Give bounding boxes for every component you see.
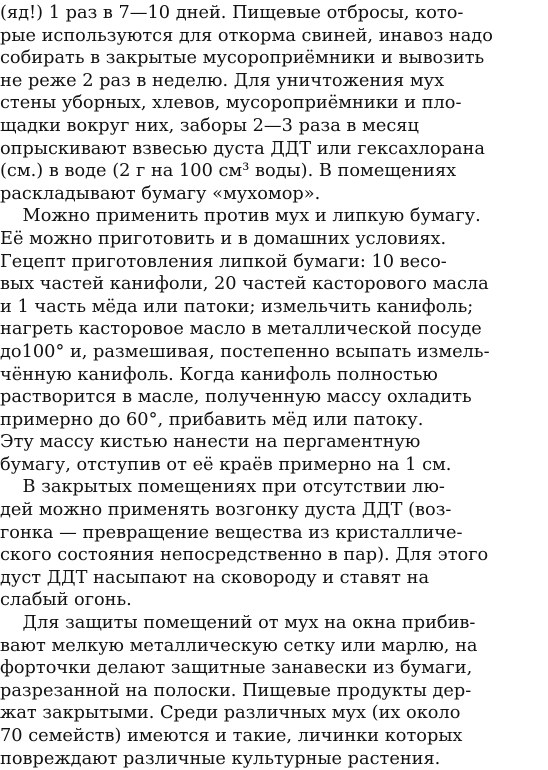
text-line: Её можно приготовить и в домашних условиях. [0, 227, 447, 249]
text-line: не реже 2 раз в неделю. Для уничтожения мух [0, 69, 445, 91]
text-line: Гецепт приготовления липкой бумаги: 10 весо- [0, 250, 447, 272]
text-line: чённую канифоль. Когда канифоль полностью [0, 363, 438, 385]
paragraph-1 [0, 2, 548, 205]
text-line: до100° и, размешивая, постепенно всыпать измель- [0, 340, 490, 362]
text-line: разрезанной на полоски. Пищевые продукты дер- [0, 679, 472, 701]
text-line: Для защиты помещений от мух на окна прибив- [0, 612, 476, 634]
paragraph-3 [0, 476, 548, 612]
paragraph-4 [0, 612, 548, 770]
text-line: Можно применить против мух и липкую бумагу. [0, 205, 481, 227]
text-line: форточки делают защитные занавески из бумаги, [0, 657, 473, 679]
text-line: (см.) в воде (2 г на 100 см³ воды). В помещениях [0, 160, 457, 182]
text-line: вают мелкую металлическую сетку или марлю, на [0, 634, 478, 656]
text-line: повреждают различные культурные растения. [0, 747, 441, 769]
text-line: стены уборных, хлевов, мусороприёмники и пло- [0, 92, 462, 114]
text-line: раскладывают бумагу «мухомор». [0, 182, 321, 204]
text-line: щадки вокруг них, заборы 2—3 раза в месяц [0, 114, 419, 136]
paragraph-2 [0, 205, 548, 476]
text-line: растворится в масле, полученную массу охладить [0, 386, 472, 408]
text-line: нагреть касторовое масло в металлической посуде [0, 318, 482, 340]
text-line: 70 семейств) имеются и такие, личинки которых [0, 725, 463, 746]
text-line: и 1 часть мёда или патоки; измельчить канифоль; [0, 295, 474, 317]
text-line: примерно до 60°, прибавить мёд или патоку. [0, 408, 424, 430]
text-line: (яд!) 1 раз в 7—10 дней. Пищевые отбросы, кото- [0, 2, 464, 23]
text-line: слабый огонь. [0, 589, 132, 611]
text-line: В закрытых помещениях при отсутствии лю- [0, 476, 445, 498]
text-line: вых частей канифоли, 20 частей касторового масла [0, 273, 489, 295]
text-line: ского состояния непосредственно в пар). Для этого [0, 544, 489, 566]
document-page [0, 2, 548, 770]
text-line: дуст ДДТ насыпают на сковороду и ставят на [0, 566, 430, 588]
text-line: рые используются для откорма свиней, инавоз надо [0, 24, 493, 46]
text-line: Эту массу кистью нанести на пергаментную [0, 431, 421, 453]
text-line: бумагу, отступив от её краёв примерно на 1 см. [0, 453, 452, 475]
text-line: собирать в закрытые мусороприёмники и вывозить [0, 47, 485, 69]
text-line: жат закрытыми. Среди различных мух (их около [0, 702, 461, 724]
text-line: гонка — превращение вещества из кристалличе- [0, 521, 463, 543]
text-line: опрыскивают взвесью дуста ДДТ или гексахлорана [0, 137, 485, 159]
text-line: дей можно применять возгонку дуста ДДТ (воз- [0, 499, 452, 521]
